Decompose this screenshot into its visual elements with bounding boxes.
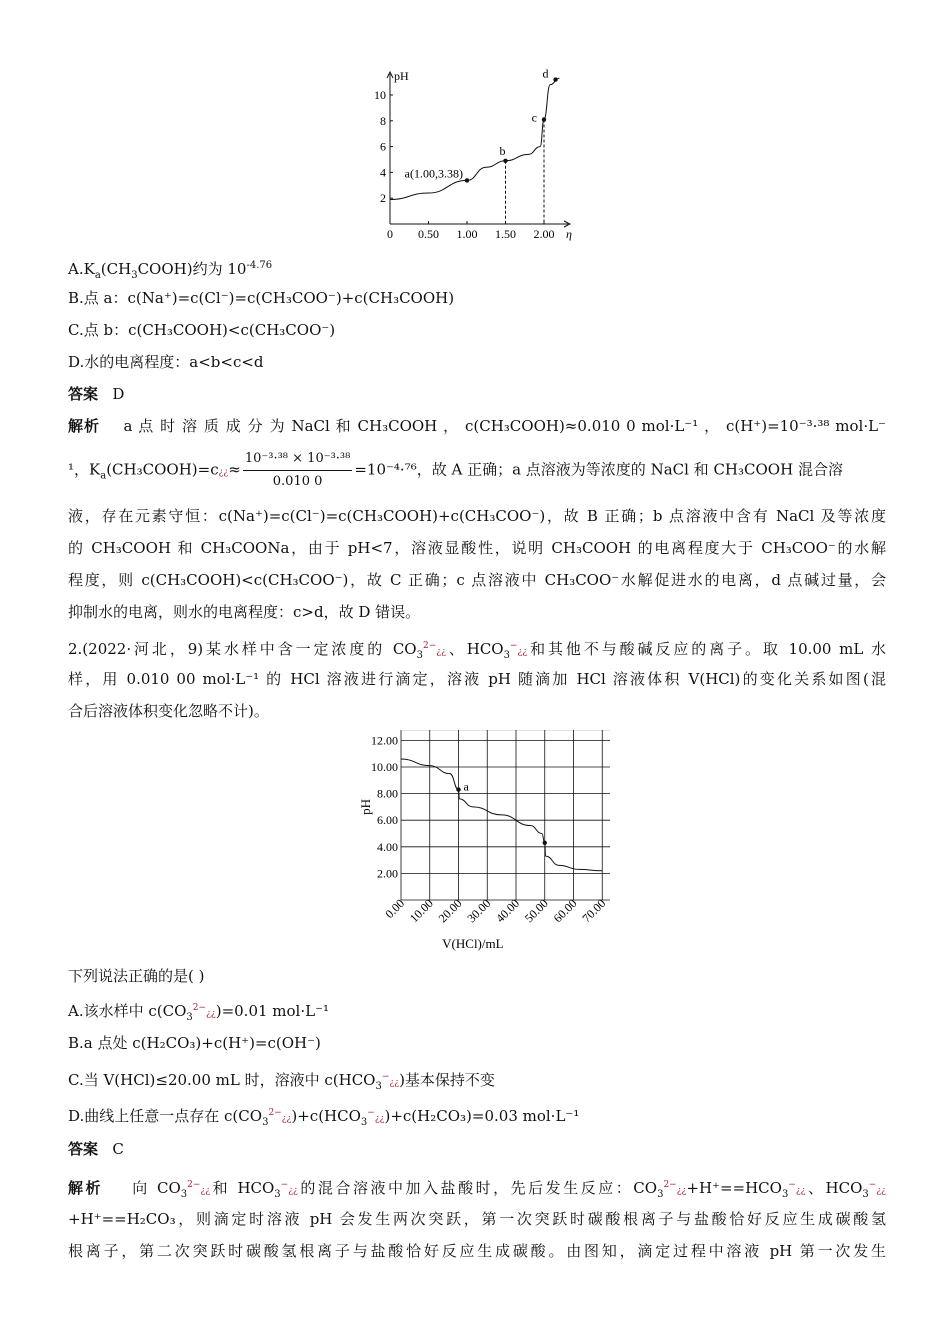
- point-label: d: [542, 68, 549, 81]
- y-tick-label: 8: [380, 113, 386, 128]
- point-label: b: [499, 143, 506, 158]
- titration-chart-2: [350, 730, 610, 956]
- q1-analysis-line-1: 解析 a 点 时 溶 质 成 分 为 NaCl 和 CH₃COOH ， c(CH₃COOH)≈0.010 0 mol·L⁻¹ ， c(H⁺)=10⁻³·³⁸ mol·L⁻: [68, 417, 886, 435]
- x-tick-label: 0.00: [382, 896, 408, 921]
- x-tick-label: 1.00: [456, 227, 478, 241]
- y-tick-label: 10.00: [371, 760, 398, 774]
- x-axis-label: V(HCl)/mL: [442, 936, 504, 951]
- y-axis-label: pH: [358, 798, 373, 815]
- x-tick-label: 0.50: [418, 227, 439, 241]
- y-tick-label: 4: [380, 165, 386, 180]
- y-tick-label: 8.00: [377, 786, 398, 801]
- q2-option-a: A.该水样中 $c(CO_3^{2-}¿¿)=0.01$ mol·L⁻¹: [68, 1002, 330, 1023]
- point-d: [553, 77, 557, 81]
- y-tick-label: 2: [380, 191, 386, 206]
- q2-prompt: 下列说法正确的是( ): [68, 967, 205, 985]
- q2-option-c: C.当 V(HCl)≤20.00 mL 时，溶液中 $c(HCO_3^-¿¿)$基本保持不变: [68, 1071, 495, 1092]
- equivalence-point: [543, 841, 547, 845]
- x-axis-label: η: [566, 227, 572, 241]
- q2-analysis-line-2: +H⁺==H₂CO₃，则滴定时溶液 pH 会发生两次突跃，第一次突跃时碳酸根离子与盐酸恰好反应生成碳酸氢: [68, 1210, 886, 1228]
- x-tick-label: 2.00: [533, 227, 555, 241]
- y-tick-label: 10: [374, 88, 386, 102]
- q2-stem-line-1: 2.(2022·河北，9)某水样中含一定浓度的 $CO_3^{2-}¿¿$、$HCO_3^-¿¿$和其他不与酸碱反应的离子。取 10.00 mL 水: [68, 640, 887, 661]
- q2-stem-line-2: 样，用 0.010 00 mol·L⁻¹ 的 HCl 溶液进行滴定，溶液 pH 随滴加 HCl 溶液体积 V(HCl)的变化关系如图(混: [68, 670, 886, 688]
- q1-analysis-line-5: 程度，则 c(CH₃COOH)<c(CH₃COO⁻)，故 C 正确；c 点溶液中 CH₃COO⁻水解促进水的电离，d 点碱过量，会: [68, 571, 886, 589]
- x-tick-label: 60.00: [550, 896, 580, 926]
- x-tick-label: 10.00: [406, 896, 436, 926]
- q2-answer: 答案 C: [68, 1140, 124, 1158]
- q2-option-d: D.曲线上任意一点存在 $c(CO_3^{2-}¿¿)+c(HCO_3^-¿¿)+c(H_2CO_3)=0.03$ mol·L⁻¹: [68, 1107, 580, 1128]
- ka-fraction: $\frac{\text{10⁻³·³⁸ × 10⁻³·³⁸}}{0.010 0}$: [243, 448, 353, 493]
- x-tick-label: 40.00: [493, 896, 523, 926]
- y-tick-label: 12.00: [371, 733, 398, 748]
- q1-option-a: $A.K_a(CH_3COOH)$约为 $10^{-4.76}$: [68, 260, 273, 281]
- q1-analysis-line-2: ¹，$K_a(CH_3COOH)=c¿¿\approx$ $\frac{\text{10⁻³·³⁸ × 10⁻³·³⁸}}{0.010 0}$ =10⁻⁴·⁷⁶，故 A 正确；a 点溶液为等浓度的 NaCl 和 CH₃COOH 混合溶: [68, 448, 886, 493]
- q1-analysis-line-4: 的 CH₃COOH 和 CH₃COONa，由于 pH<7，溶液显酸性，说明 CH₃COOH 的电离程度大于 CH₃COO⁻的水解: [68, 539, 886, 557]
- q2-analysis-line-3: 根离子，第二次突跃时碳酸氢根离子与盐酸恰好反应生成碳酸。由图知，滴定过程中溶液 pH 第一次发生: [68, 1242, 886, 1260]
- y-tick-label: 6: [380, 139, 386, 154]
- y-axis-label: pH: [394, 69, 409, 83]
- q1-analysis-line-6: 抑制水的电离，则水的电离程度：c>d，故 D 错误。: [68, 603, 421, 621]
- point-b: [503, 159, 507, 163]
- q1-option-b: B.点 a：c(Na⁺)=c(Cl⁻)=c(CH₃COO⁻)+c(CH₃COOH): [68, 289, 455, 307]
- x-tick-label: 20.00: [435, 896, 465, 926]
- y-tick-label: 6.00: [377, 813, 398, 828]
- titration-curve: [390, 78, 559, 199]
- x-tick-label: 30.00: [464, 896, 494, 926]
- x-tick-label: 70.00: [579, 896, 609, 926]
- point-label: a(1.00,3.38): [404, 166, 463, 181]
- titration-chart-1: [368, 68, 580, 244]
- point-a: [465, 178, 469, 182]
- q1-analysis-line-3: 液，存在元素守恒：c(Na⁺)=c(Cl⁻)=c(CH₃COOH)+c(CH₃COO⁻)，故 B 正确；b 点溶液中含有 NaCl 及等浓度: [68, 507, 886, 525]
- titration-curve: [401, 759, 602, 871]
- equivalence-point: [456, 787, 460, 791]
- y-tick-label: 4.00: [377, 839, 398, 854]
- x-tick-label: 1.50: [495, 227, 516, 241]
- q1-option-d: D.水的电离程度：a<b<c<d: [68, 353, 264, 371]
- point-c: [542, 117, 546, 121]
- point-label: c: [531, 110, 537, 125]
- y-tick-label: 2.00: [377, 866, 398, 881]
- q1-option-c: C.点 b：c(CH₃COOH)<c(CH₃COO⁻): [68, 321, 336, 339]
- point-label-a: a: [463, 779, 469, 794]
- q2-option-b: B.a 点处 c(H₂CO₃)+c(H⁺)=c(OH⁻): [68, 1034, 321, 1052]
- x-tick-label: 0: [387, 227, 393, 241]
- q2-analysis-line-1: 解析 向 $CO_3^{2-}¿¿$和 $HCO_3^-¿¿$的混合溶液中加入盐酸时，先后发生反应：$CO_3^{2-}¿¿+H^+==HCO_3^-¿¿$、$HCO_3^-¿¿$: [68, 1179, 886, 1200]
- x-tick-label: 50.00: [521, 896, 551, 926]
- q1-answer: 答案 D: [68, 385, 125, 403]
- q2-stem-line-3: 合后溶液体积变化忽略不计)。: [68, 702, 269, 720]
